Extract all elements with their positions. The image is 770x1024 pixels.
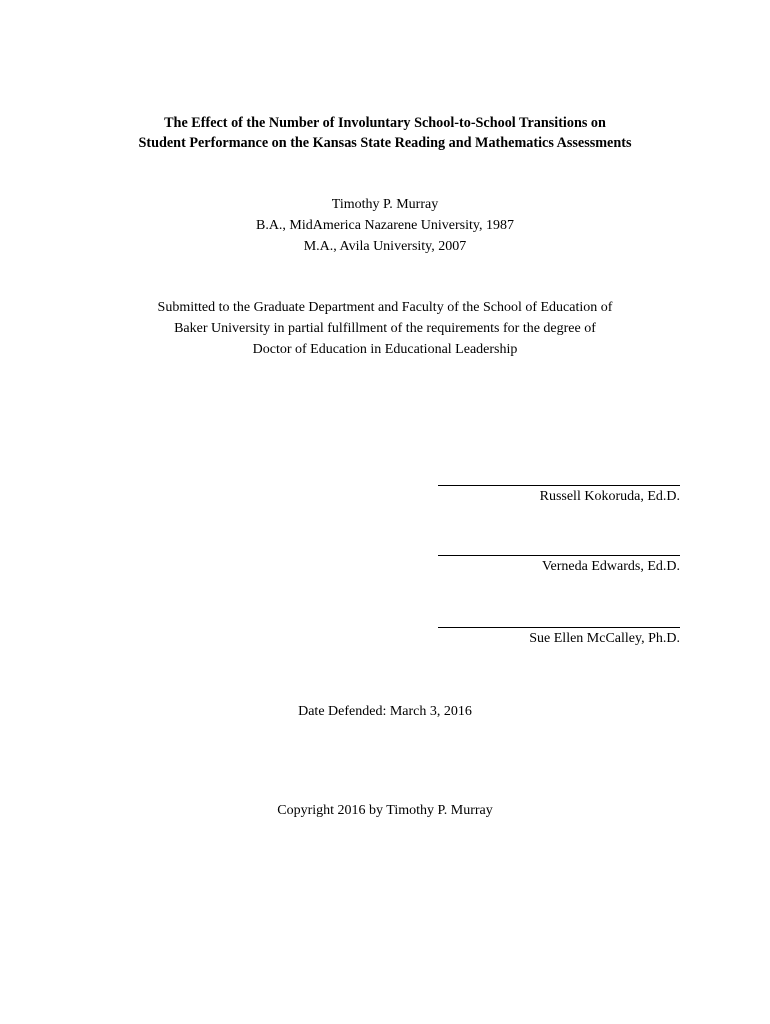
- submission-line-2: Baker University in partial fulfillment of the requirements for the degree of: [174, 321, 596, 336]
- submission-line-1: Submitted to the Graduate Department and Faculty of the School of Education of: [157, 300, 613, 315]
- signature-line: [438, 485, 680, 486]
- author-name: Timothy P. Murray: [331, 197, 439, 212]
- committee-member-name: Russell Kokoruda, Ed.D.: [539, 489, 680, 504]
- author-degree-ba: B.A., MidAmerica Nazarene University, 1987: [255, 218, 514, 233]
- date-defended: Date Defended: March 3, 2016: [298, 704, 472, 719]
- signature-line: [438, 555, 680, 556]
- copyright-notice: Copyright 2016 by Timothy P. Murray: [277, 803, 493, 818]
- signature-block-1: [438, 485, 680, 507]
- author-degree-ma: M.A., Avila University, 2007: [303, 239, 467, 254]
- signature-line: [438, 627, 680, 628]
- signature-block-3: [438, 627, 680, 649]
- signature-block-2: [438, 555, 680, 577]
- title-line-1: The Effect of the Number of Involuntary School-to-School Transitions on: [164, 115, 606, 131]
- committee-member-name: Verneda Edwards, Ed.D.: [541, 559, 680, 574]
- title-line-2: Student Performance on the Kansas State Reading and Mathematics Assessments: [138, 135, 632, 151]
- committee-member-name: Sue Ellen McCalley, Ph.D.: [529, 631, 680, 646]
- submission-line-3: Doctor of Education in Educational Leadership: [252, 342, 518, 357]
